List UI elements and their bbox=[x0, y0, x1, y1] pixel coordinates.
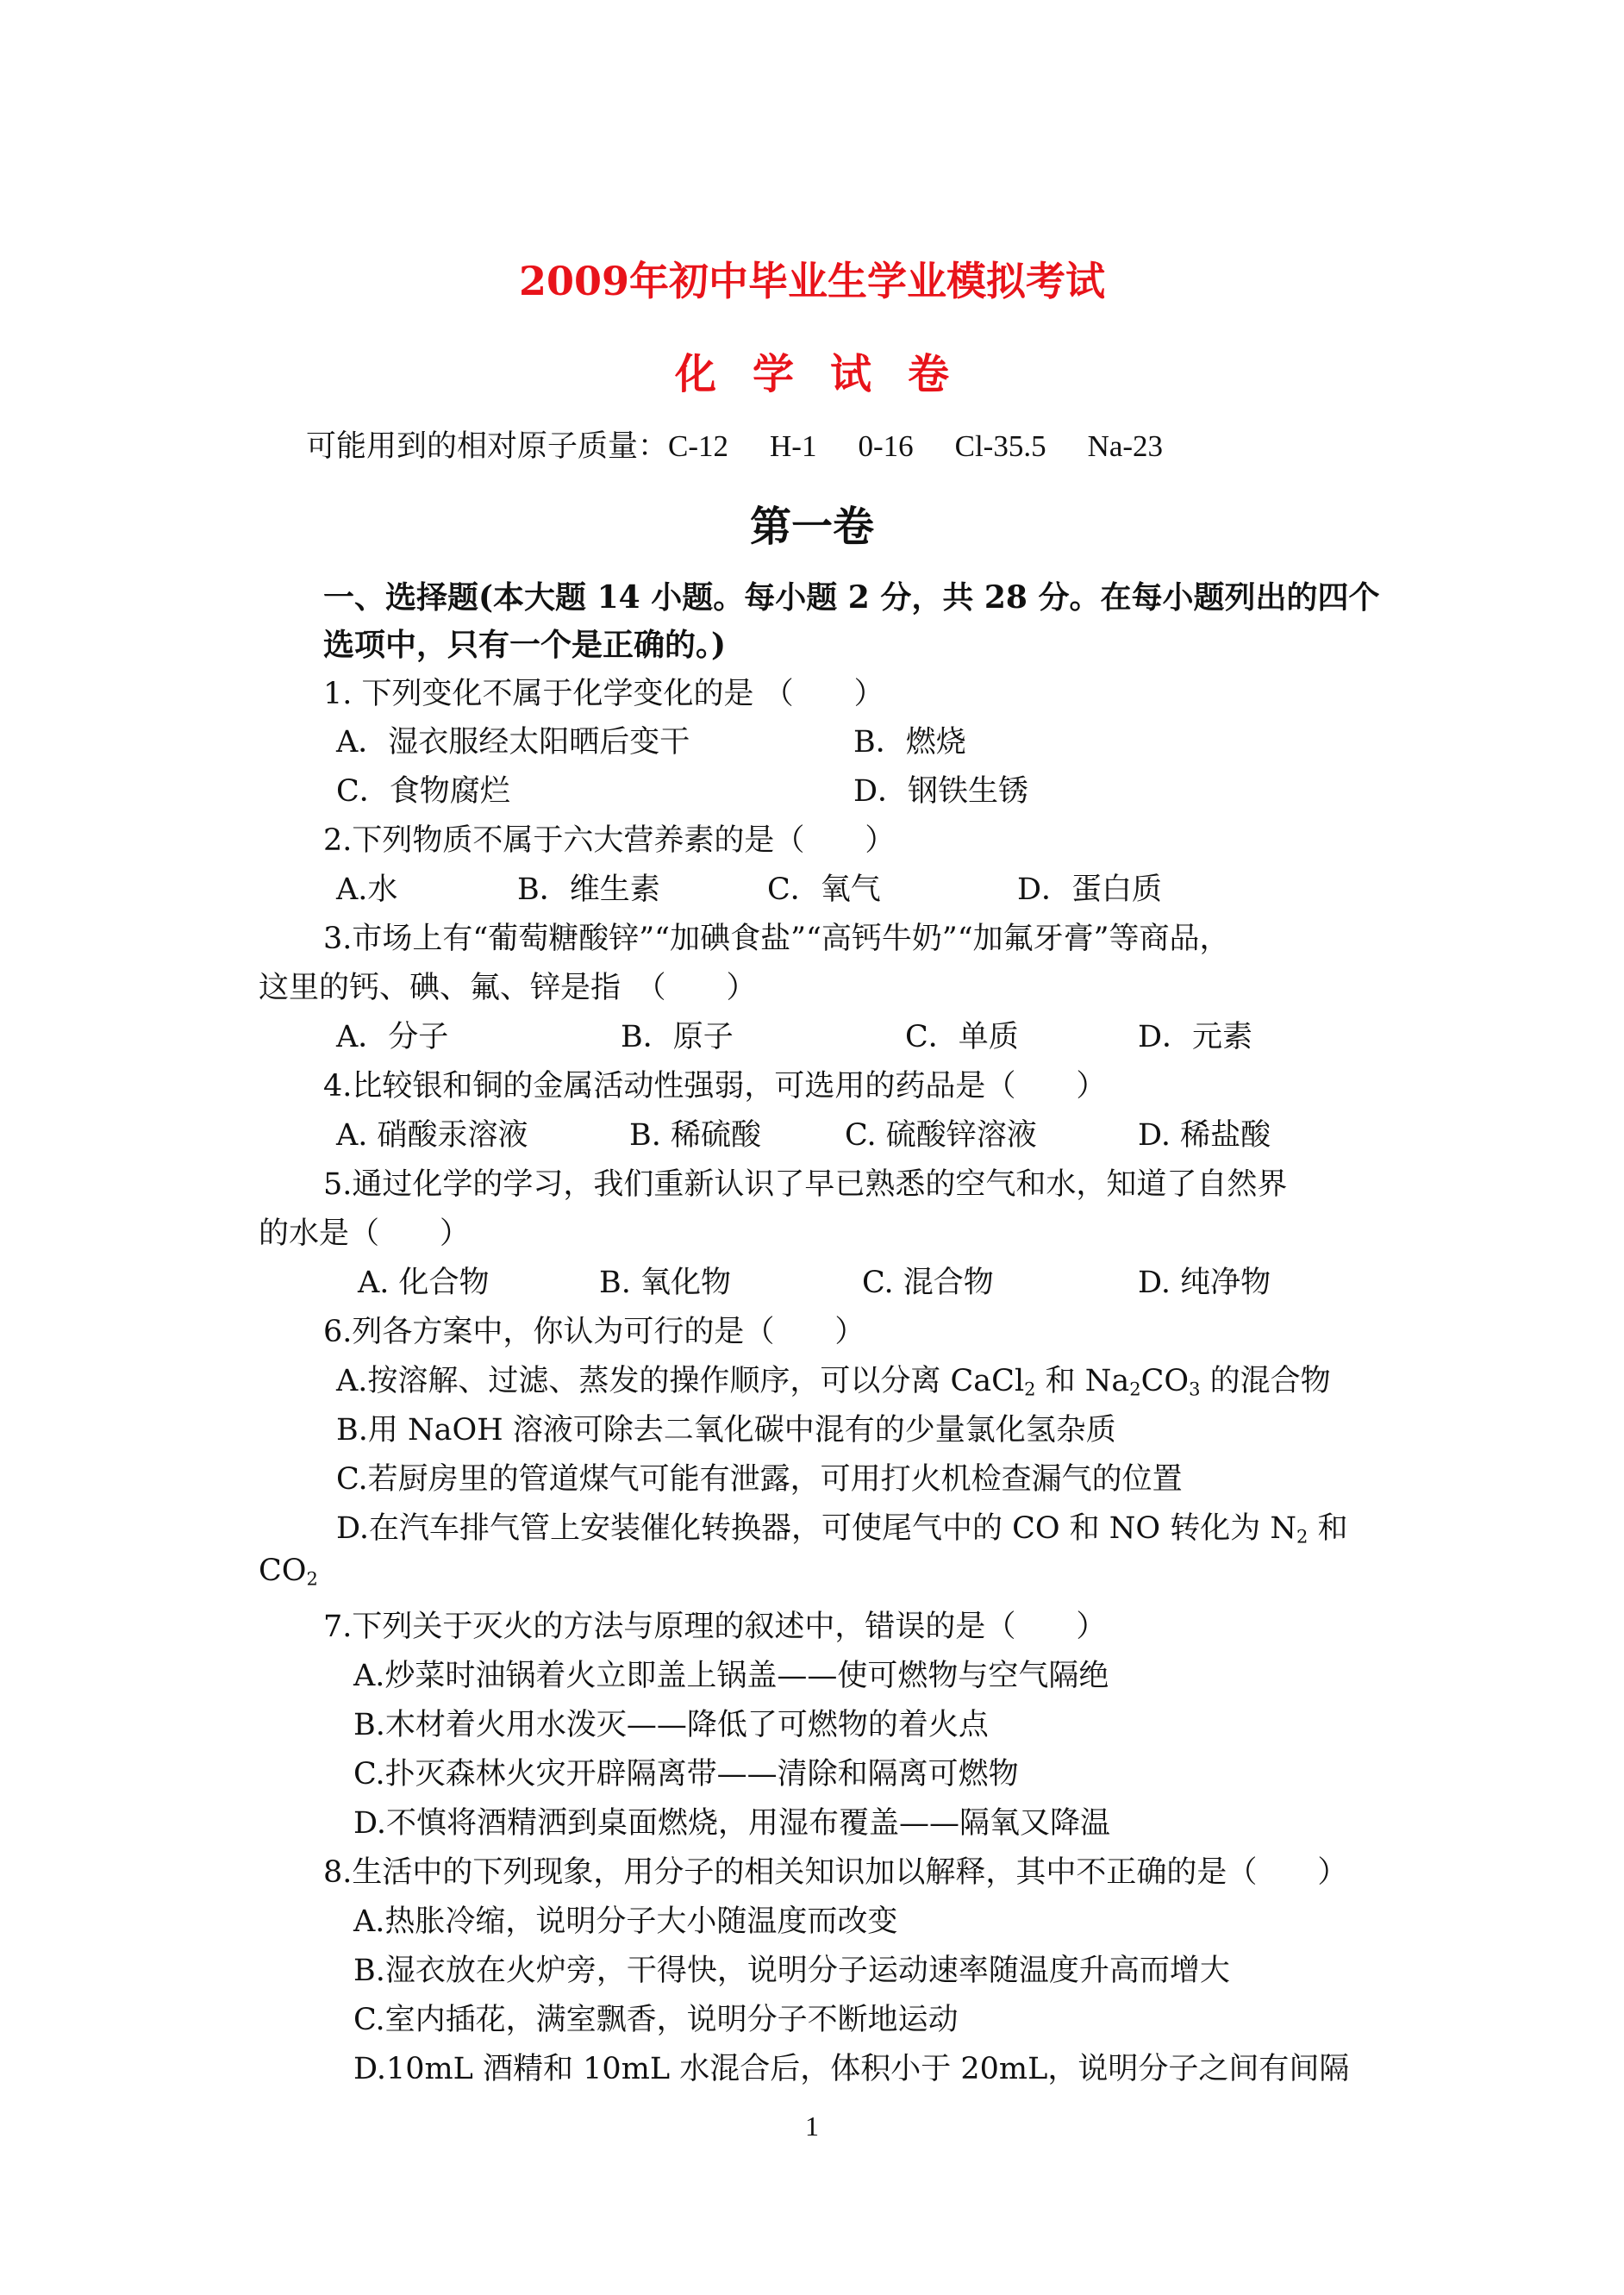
question-2-option-b: B．维生素 bbox=[517, 872, 660, 907]
option-a-text-1: A.按溶解、过滤、蒸发的操作顺序，可以分离 CaCl bbox=[336, 1364, 1025, 1398]
subscript: 3 bbox=[1189, 1379, 1201, 1400]
question-4-option-b: B. 稀硫酸 bbox=[629, 1118, 761, 1153]
question-6-option-c: C.若厨房里的管道煤气可能有泄露，可用打火机检查漏气的位置 bbox=[336, 1462, 1183, 1497]
question-3-stem-line1: 3.市场上有“葡萄糖酸锌”“加碘食盐”“高钙牛奶”“加氟牙膏”等商品， bbox=[323, 922, 1230, 956]
question-8-option-d: D.10mL 酒精和 10mL 水混合后，体积小于 20mL，说明分子之间有间隔 bbox=[353, 2052, 1350, 2086]
subscript: 2 bbox=[1024, 1379, 1036, 1400]
question-7-option-c: C.扑灭森林火灾开辟隔离带——清除和隔离可燃物 bbox=[353, 1757, 1019, 1792]
question-1-option-c: C．食物腐烂 bbox=[336, 774, 510, 809]
question-3-option-d: D．元素 bbox=[1138, 1020, 1253, 1054]
option-a-text-2: 和 Na bbox=[1035, 1364, 1130, 1398]
subscript: 2 bbox=[1129, 1379, 1141, 1400]
page-number: 1 bbox=[805, 2111, 819, 2142]
question-7-option-a: A.炒菜时油锅着火立即盖上锅盖——使可燃物与空气隔绝 bbox=[353, 1659, 1109, 1693]
question-6-option-d-continued bbox=[259, 1554, 318, 1589]
question-1-option-a: A．湿衣服经太阳晒后变干 bbox=[336, 725, 690, 760]
atomic-mass-o: 0-16 bbox=[858, 429, 914, 463]
atomic-mass-line bbox=[306, 422, 1204, 466]
question-1-stem: 1. 下列变化不属于化学变化的是 （ ） bbox=[323, 677, 884, 711]
question-5-stem-line2: 的水是（ ） bbox=[259, 1216, 471, 1251]
question-5-option-a: A. 化合物 bbox=[358, 1266, 490, 1300]
atomic-mass-h: H-1 bbox=[770, 429, 817, 463]
section-heading-line1: 一、选择题(本大题 14 小题。每小题 2 分，共 28 分。在每小题列出的四个 bbox=[323, 579, 1380, 616]
question-6-option-d bbox=[336, 1504, 1348, 1548]
section-heading-line2: 选项中，只有一个是正确的。) bbox=[323, 627, 727, 663]
question-5-option-c: C. 混合物 bbox=[862, 1266, 994, 1300]
question-6-stem: 6.列各方案中，你认为可行的是（ ） bbox=[323, 1315, 865, 1349]
option-a-text-4: 的混合物 bbox=[1200, 1364, 1331, 1398]
question-3-option-b: B．原子 bbox=[621, 1020, 734, 1054]
option-a-text-3: CO bbox=[1140, 1364, 1190, 1398]
volume-heading: 第一卷 bbox=[749, 503, 874, 551]
option-d-text-1: D.在汽车排气管上安装催化转换器，可使尾气中的 CO 和 NO 转化为 N bbox=[336, 1511, 1296, 1546]
question-7-stem: 7.下列关于灭火的方法与原理的叙述中，错误的是（ ） bbox=[323, 1610, 1107, 1644]
question-8-stem: 8.生活中的下列现象，用分子的相关知识加以解释，其中不正确的是（ ） bbox=[323, 1855, 1348, 1890]
question-7-option-d: D.不慎将酒精洒到桌面燃烧，用湿布覆盖——隔氧又降温 bbox=[353, 1806, 1110, 1841]
question-8-option-c: C.室内插花，满室飘香，说明分子不断地运动 bbox=[353, 2003, 959, 2037]
question-3-stem-line2: 这里的钙、碘、氟、锌是指 （ ） bbox=[259, 971, 757, 1005]
atomic-mass-na: Na-23 bbox=[1087, 429, 1164, 463]
question-2-option-d: D．蛋白质 bbox=[1017, 872, 1163, 907]
option-d-text-3: CO bbox=[259, 1554, 307, 1588]
question-5-option-b: B. 氧化物 bbox=[599, 1266, 731, 1300]
question-6-option-a bbox=[336, 1357, 1331, 1400]
option-d-text-2: 和 bbox=[1308, 1511, 1348, 1546]
question-2-option-c: C．氧气 bbox=[767, 872, 881, 907]
atomic-mass-c: C-12 bbox=[668, 429, 729, 463]
question-8-option-a: A.热胀冷缩，说明分子大小随温度而改变 bbox=[353, 1904, 898, 1939]
question-4-stem: 4.比较银和铜的金属活动性强弱，可选用的药品是（ ） bbox=[323, 1069, 1107, 1104]
question-2-option-a: A.水 bbox=[336, 872, 398, 907]
question-4-option-a: A. 硝酸汞溶液 bbox=[336, 1118, 528, 1153]
exam-title: 2009年初中毕业生学业模拟考试 bbox=[518, 258, 1106, 304]
question-4-option-d: D. 稀盐酸 bbox=[1138, 1118, 1271, 1153]
question-1-option-b: B．燃烧 bbox=[853, 725, 966, 760]
subscript: 2 bbox=[1296, 1526, 1309, 1548]
exam-subtitle: 化学试卷 bbox=[674, 350, 985, 398]
question-4-option-c: C. 硫酸锌溶液 bbox=[845, 1118, 1037, 1153]
atomic-mass-cl: Cl-35.5 bbox=[954, 429, 1046, 463]
atomic-mass-label: 可能用到的相对原子质量： bbox=[306, 429, 669, 463]
question-7-option-b: B.木材着火用水泼灭——降低了可燃物的着火点 bbox=[353, 1708, 989, 1742]
question-2-stem: 2.下列物质不属于六大营养素的是（ ） bbox=[323, 823, 896, 858]
question-6-option-b: B.用 NaOH 溶液可除去二氧化碳中混有的少量氯化氢杂质 bbox=[336, 1413, 1116, 1448]
question-1-option-d: D．钢铁生锈 bbox=[853, 774, 1029, 809]
question-5-stem-line1: 5.通过化学的学习，我们重新认识了早已熟悉的空气和水，知道了自然界 bbox=[323, 1167, 1288, 1202]
subscript: 2 bbox=[306, 1568, 318, 1590]
question-8-option-b: B.湿衣放在火炉旁，干得快，说明分子运动速率随温度升高而增大 bbox=[353, 1954, 1230, 1988]
question-3-option-c: C．单质 bbox=[905, 1020, 1019, 1054]
question-3-option-a: A．分子 bbox=[336, 1020, 449, 1054]
question-5-option-d: D. 纯净物 bbox=[1138, 1266, 1271, 1300]
